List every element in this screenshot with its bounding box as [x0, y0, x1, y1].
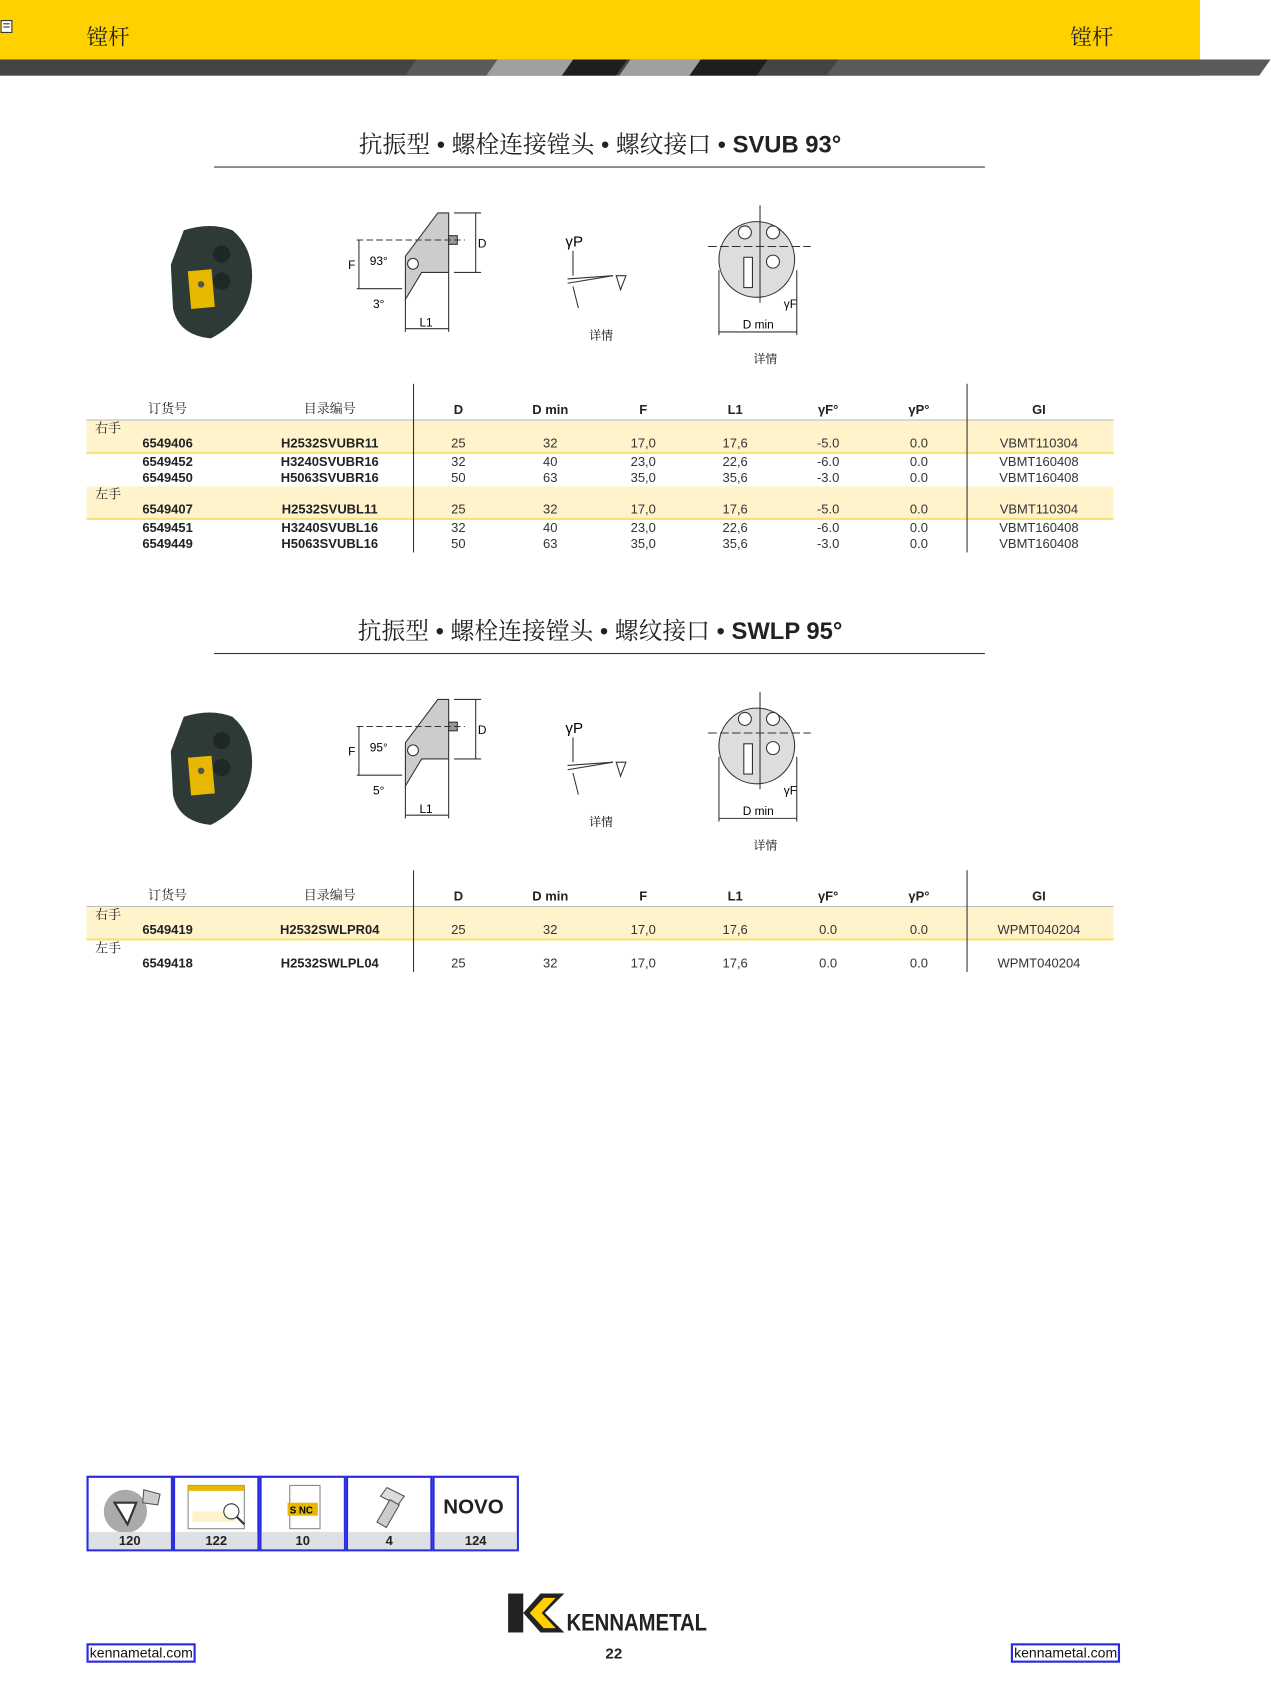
table-cell: VBMT160408 [999, 470, 1079, 486]
table-header [86, 870, 1113, 907]
svg-text:γF: γF [783, 297, 798, 312]
snc-document-icon [268, 1481, 339, 1533]
table-cell: 25 [451, 922, 466, 938]
table-cell: 32 [451, 454, 466, 470]
table-cell: 35,0 [630, 536, 656, 552]
table-cell: -3.0 [816, 536, 840, 552]
header-stripe [0, 59, 1200, 75]
table-row[interactable] [86, 922, 1113, 938]
ref-screw[interactable] [346, 1476, 432, 1552]
tool-head-image [168, 222, 260, 341]
table-row[interactable] [86, 436, 1113, 452]
table-cell: 0.0 [909, 470, 928, 486]
table-cell: 17,6 [722, 955, 748, 971]
table-cell: 0.0 [909, 435, 928, 451]
tool-head-image [168, 708, 260, 827]
group-label: 左手 [95, 940, 122, 956]
column-header: F [639, 888, 648, 904]
column-header: GI [1032, 402, 1046, 418]
table-cell: 6549418 [142, 955, 193, 971]
column-header: 目录编号 [303, 887, 356, 903]
table-cell: 35,6 [722, 470, 748, 486]
table-cell: VBMT110304 [999, 501, 1079, 517]
page-number: 22 [605, 1644, 623, 1662]
svg-text:L1: L1 [419, 315, 433, 330]
table-cell: 40 [543, 454, 558, 470]
table-cell: -5.0 [816, 501, 840, 517]
table-cell: 35,6 [722, 536, 748, 552]
table-cell: 23,0 [630, 454, 656, 470]
footer-link-right[interactable]: kennametal.com [1011, 1643, 1121, 1662]
svg-text:γF: γF [783, 783, 798, 798]
page-header [0, 0, 1200, 59]
table-cell: 32 [451, 520, 466, 536]
group-1 [86, 941, 1113, 972]
insert-geometry-icon [95, 1481, 166, 1533]
table-header [86, 384, 1113, 421]
table-cell: 17,6 [722, 501, 748, 517]
svg-text:5°: 5° [372, 783, 385, 798]
table-cell: H2532SWLPR04 [279, 922, 380, 938]
ref-page-number: 4 [348, 1532, 430, 1549]
table-cell: 32 [543, 501, 558, 517]
section-title: 抗振型 • 螺栓连接镗头 • 螺纹接口 • SWLP 95° [357, 617, 843, 645]
reference-icons [86, 1476, 518, 1552]
table-cell: 22,6 [722, 454, 748, 470]
group-label: 右手 [95, 420, 122, 436]
table-cell: 32 [543, 955, 558, 971]
table-cell: 25 [451, 955, 466, 971]
table-row[interactable] [86, 956, 1113, 972]
ref-page-number: 124 [435, 1532, 517, 1549]
dmin-gamma-f-diagram [708, 692, 827, 860]
column-header: γP° [908, 888, 930, 904]
table-cell: H3240SVUBR16 [280, 454, 379, 470]
note-icon[interactable] [0, 19, 13, 34]
svg-text:3°: 3° [372, 297, 385, 312]
column-header: 订货号 [148, 401, 188, 417]
column-header: GI [1032, 888, 1046, 904]
svg-text:详情: 详情 [753, 352, 778, 367]
svg-text:L1: L1 [419, 801, 433, 816]
column-header: F [639, 402, 648, 418]
table-cell: -6.0 [816, 520, 840, 536]
tool-dimension-diagram [346, 694, 497, 824]
title-rule [214, 166, 985, 167]
svg-text:KENNAMETAL: KENNAMETAL [566, 1609, 708, 1637]
table-cell: 32 [543, 435, 558, 451]
table-cell: 0.0 [909, 501, 928, 517]
ref-novo-logo[interactable] [432, 1476, 518, 1552]
ref-page-number: 122 [175, 1532, 257, 1549]
table-cell: 0.0 [819, 955, 838, 971]
header-left-title: 镗杆 [86, 25, 130, 50]
table-cell: 22,6 [722, 520, 748, 536]
column-header: D [453, 402, 464, 418]
column-header: 目录编号 [303, 401, 356, 417]
table-cell: VBMT110304 [999, 435, 1079, 451]
table-cell: WPMT040204 [997, 922, 1081, 938]
column-header: L1 [727, 888, 743, 904]
group-label: 右手 [95, 907, 122, 923]
table-cell: 35,0 [630, 470, 656, 486]
svg-text:93°: 93° [369, 253, 388, 268]
table-cell: 63 [543, 470, 558, 486]
table-cell: WPMT040204 [997, 955, 1081, 971]
table-cell: 0.0 [909, 520, 928, 536]
dmin-gamma-f-diagram [708, 205, 827, 373]
header-right-title: 镗杆 [1070, 25, 1114, 50]
novo-logo-icon [441, 1481, 512, 1533]
table-cell: 0.0 [819, 922, 838, 938]
group-0 [86, 421, 1113, 455]
column-header: γF° [817, 888, 839, 904]
table-cell: 0.0 [909, 454, 928, 470]
table-cell: VBMT160408 [999, 520, 1079, 536]
table-cell: 63 [543, 536, 558, 552]
table-cell: -5.0 [816, 435, 840, 451]
ref-page-number: 120 [89, 1532, 171, 1549]
svg-text:S NC: S NC [289, 1505, 313, 1517]
column-header: D min [532, 888, 569, 904]
table-cell: H2532SVUBL11 [281, 501, 378, 517]
table-cell: VBMT160408 [999, 454, 1079, 470]
svg-text:γP: γP [565, 233, 584, 251]
column-header: γF° [817, 402, 839, 418]
table-cell: 6549451 [142, 520, 193, 536]
table-cell: 17,0 [630, 501, 656, 517]
table-row[interactable] [86, 520, 1113, 536]
table-cell: -3.0 [816, 470, 840, 486]
gamma-p-diagram [557, 227, 643, 346]
svg-text:D min: D min [742, 317, 774, 332]
table-cell: 0.0 [909, 955, 928, 971]
table-cell: 6549406 [142, 435, 193, 451]
column-header: 订货号 [148, 887, 188, 903]
table-cell: 6549407 [142, 501, 193, 517]
table-cell: 6549419 [142, 922, 193, 938]
column-header: L1 [727, 402, 743, 418]
ref-page-number: 10 [262, 1532, 344, 1549]
table-cell: H5063SVUBR16 [280, 470, 379, 486]
table-cell: H3240SVUBL16 [281, 520, 379, 536]
ref-snc-document[interactable] [259, 1476, 345, 1552]
footer-link-left[interactable]: kennametal.com [86, 1643, 196, 1662]
svg-text:D: D [477, 236, 487, 251]
svg-text:F: F [348, 744, 356, 759]
table-row[interactable] [86, 454, 1113, 470]
table-cell: 6549450 [142, 470, 193, 486]
group-label: 左手 [95, 486, 122, 502]
table-cell: 17,0 [630, 922, 656, 938]
svg-text:详情: 详情 [589, 328, 613, 343]
svg-text:D: D [477, 723, 487, 738]
table-cell: VBMT160408 [999, 536, 1079, 552]
table-cell: 40 [543, 520, 558, 536]
svg-text:γP: γP [565, 719, 584, 737]
table-cell: 17,0 [630, 955, 656, 971]
product-table [86, 870, 1113, 972]
table-cell: 50 [451, 536, 466, 552]
title-rule [214, 653, 985, 654]
column-header: D min [532, 402, 569, 418]
catalog-page-icon [182, 1481, 253, 1533]
svg-text:NOVO: NOVO [443, 1495, 504, 1519]
svg-text:详情: 详情 [589, 814, 613, 829]
table-cell: H5063SVUBL16 [281, 536, 379, 552]
kennametal-logo [508, 1594, 713, 1635]
table-cell: 17,6 [722, 922, 748, 938]
table-cell: -6.0 [816, 454, 840, 470]
ref-insert-geometry[interactable] [86, 1476, 172, 1552]
svg-text:95°: 95° [369, 740, 388, 755]
table-cell: 0.0 [909, 922, 928, 938]
table-cell: 32 [543, 922, 558, 938]
product-table [86, 384, 1113, 553]
table-cell: H2532SWLPL04 [280, 955, 379, 971]
gamma-p-diagram [557, 714, 643, 833]
svg-text:D min: D min [742, 804, 774, 819]
section-title: 抗振型 • 螺栓连接镗头 • 螺纹接口 • SVUB 93° [358, 130, 842, 158]
table-cell: 6549452 [142, 454, 193, 470]
table-cell: 23,0 [630, 520, 656, 536]
tool-dimension-diagram [346, 208, 497, 338]
table-cell: 0.0 [909, 536, 928, 552]
svg-text:详情: 详情 [753, 838, 778, 853]
svg-text:F: F [348, 258, 356, 273]
column-header: D [453, 888, 464, 904]
table-row[interactable] [86, 470, 1113, 486]
screw-icon [355, 1481, 426, 1533]
table-row[interactable] [86, 536, 1113, 552]
table-cell: 6549449 [142, 536, 193, 552]
table-cell: 17,0 [630, 435, 656, 451]
table-cell: H2532SVUBR11 [281, 435, 379, 451]
table-cell: 50 [451, 470, 466, 486]
table-cell: 25 [451, 501, 466, 517]
column-header: γP° [908, 402, 930, 418]
table-cell: 25 [451, 435, 466, 451]
group-1 [86, 486, 1113, 520]
ref-catalog-page[interactable] [173, 1476, 259, 1552]
table-row[interactable] [86, 502, 1113, 518]
group-0 [86, 907, 1113, 941]
table-cell: 17,6 [722, 435, 748, 451]
